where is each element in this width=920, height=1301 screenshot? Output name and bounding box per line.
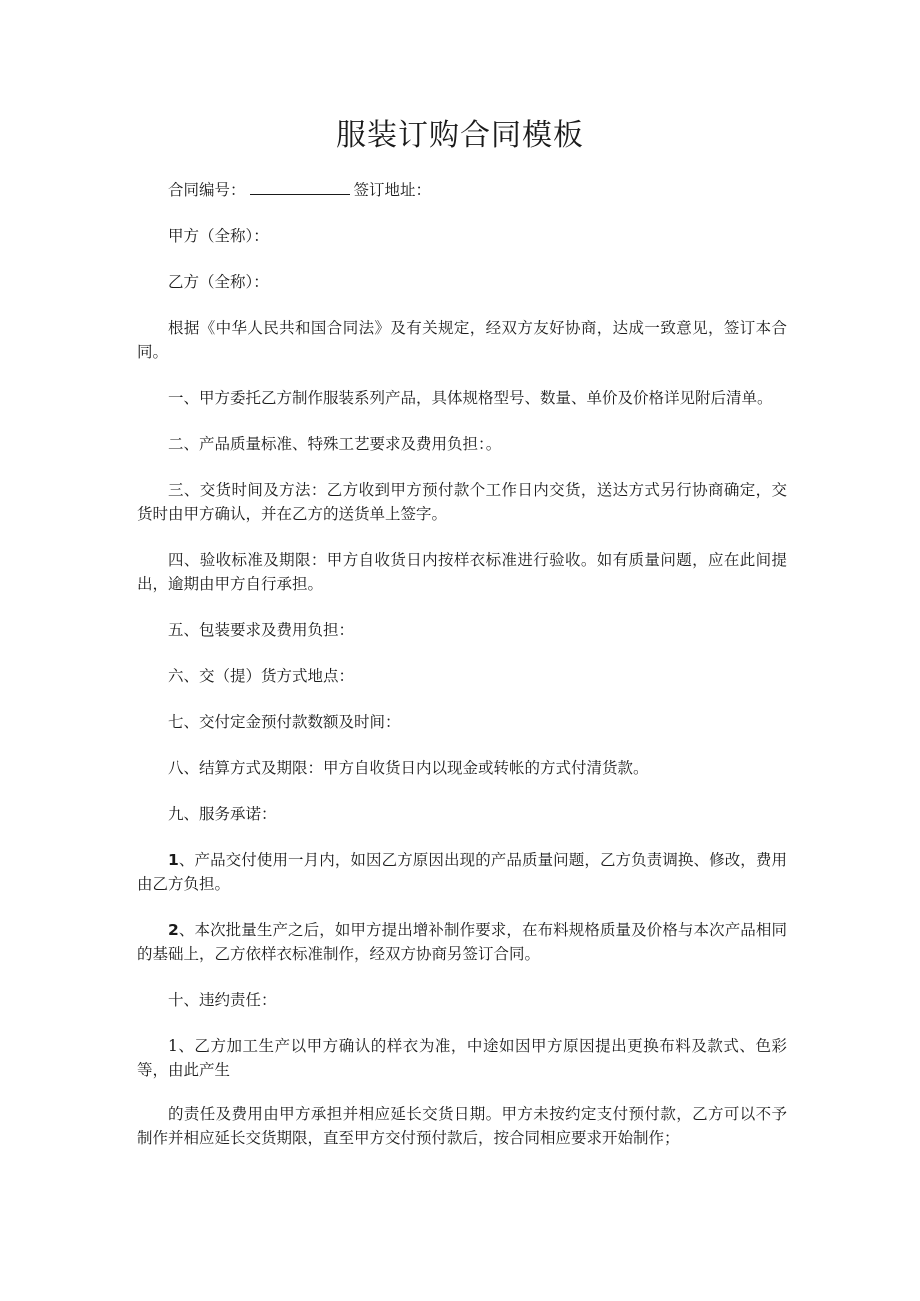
service-item-2-number: 2 [168, 921, 179, 939]
document-body [137, 178, 787, 1172]
preamble: 根据《中华人民共和国合同法》及有关规定，经双方友好协商，达成一致意见，签订本合同。 [137, 319, 787, 361]
contract-header-line [137, 178, 787, 202]
party-a-line: 甲方（全称）： [168, 227, 269, 245]
sign-place-label: 签订地址： [353, 181, 432, 199]
clause-6: 六、交（提）货方式地点： [168, 667, 355, 685]
clause-2: 二、产品质量标准、特殊工艺要求及费用负担：。 [168, 435, 502, 453]
contract-no-label: 合同编号： [168, 181, 246, 199]
clause-8: 八、结算方式及期限：甲方自收货日内以现金或转帐的方式付清货款。 [168, 759, 649, 777]
clause-5: 五、包装要求及费用负担： [168, 621, 355, 639]
contract-no-blank [250, 178, 350, 195]
service-item-1-text: 、产品交付使用一月内，如因乙方原因出现的产品质量问题，乙方负责调换、修改，费用由乙方负担。 [137, 851, 787, 893]
breach-item-1-continued: 的责任及费用由甲方承担并相应延长交货日期。甲方未按约定支付预付款，乙方可以不予制作并相应延长交货期限，直至甲方交付预付款后，按合同相应要求开始制作； [137, 1105, 787, 1147]
party-b-line: 乙方（全称）： [168, 273, 269, 291]
clause-7: 七、交付定金预付款数额及时间： [168, 713, 401, 731]
service-item-2-text: 、本次批量生产之后，如甲方提出增补制作要求，在布料规格质量及价格与本次产品相同的基础上，乙方依样衣标准制作，经双方协商另签订合同。 [137, 921, 787, 963]
clause-9: 九、服务承诺： [168, 805, 277, 823]
service-item-1-number: 1 [168, 851, 179, 869]
clause-3: 三、交货时间及方法：乙方收到甲方预付款个工作日内交货，送达方式另行协商确定，交货时由甲方确认，并在乙方的送货单上签字。 [137, 481, 787, 523]
document-title: 服装订购合同模板 [336, 118, 584, 153]
breach-item-1: 1、乙方加工生产以甲方确认的样衣为准，中途如因甲方原因提出更换布料及款式、色彩等，由此产生 [137, 1037, 787, 1079]
service-item-2 [137, 918, 787, 966]
clause-4: 四、验收标准及期限：甲方自收货日内按样衣标准进行验收。如有质量问题，应在此间提出，逾期由甲方自行承担。 [137, 551, 787, 593]
service-item-1 [137, 848, 787, 896]
clause-10: 十、违约责任： [168, 991, 277, 1009]
clause-1: 一、甲方委托乙方制作服装系列产品，具体规格型号、数量、单价及价格详见附后清单。 [168, 389, 773, 407]
